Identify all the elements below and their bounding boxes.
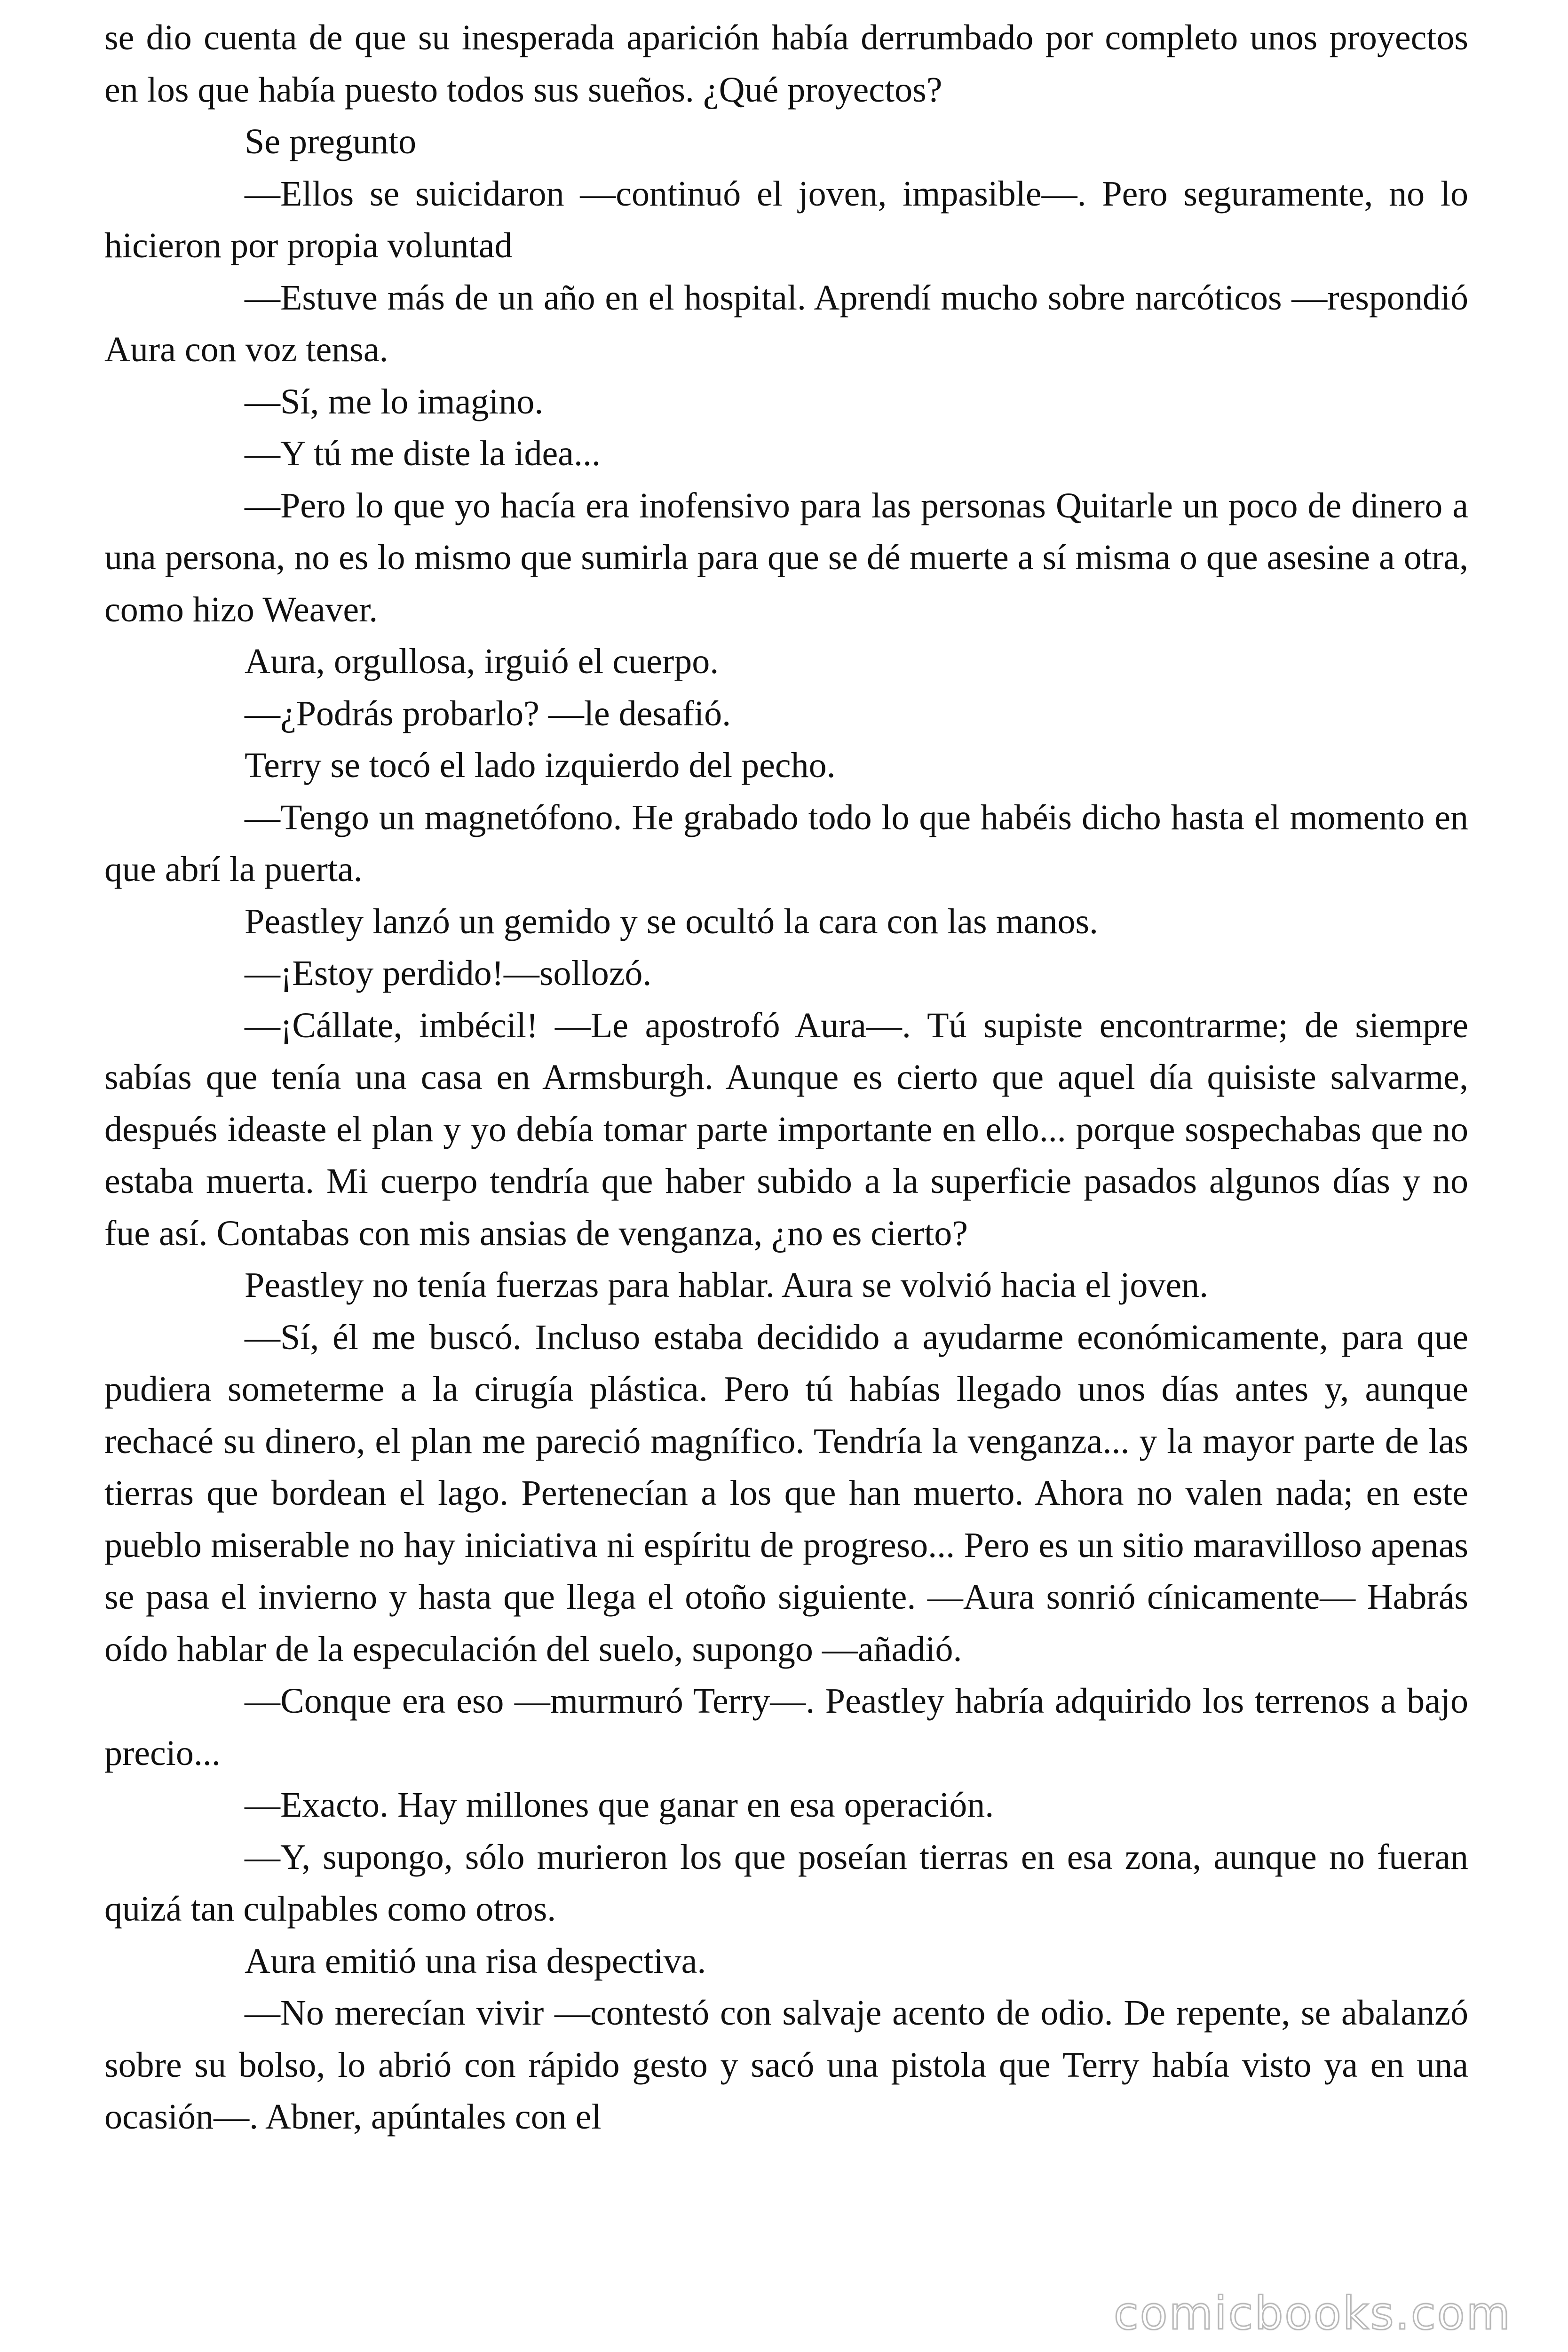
paragraph: —Sí, me lo imagino. [245,381,544,421]
paragraph: —Tengo un magnetófono. He grabado todo lo que habéis dicho hasta el momento en que abrí la puerta. [104,797,1468,889]
paragraph: —Y, supongo, sólo murieron los que poseían tierras en esa zona, aunque no fueran quizá tan culpables como otros. [104,1837,1468,1929]
paragraph: —No merecían vivir —contestó con salvaje acento de odio. De repente, se abalanzó sobre su bolso, lo abrió con rápido gesto y sacó una pistola que Terry había visto ya en una ocasión—. Abner, apúntales con el [104,1993,1468,2137]
paragraph: —Ellos se suicidaron —continuó el joven, impasible—. Pero seguramente, no lo hicieron por propia voluntad [104,174,1468,265]
paragraph: Peastley lanzó un gemido y se ocultó la cara con las manos. [245,901,1099,941]
watermark-logo: comicbooks.com [1113,2287,1512,2340]
body-text [104,12,1468,2143]
paragraph: —Exacto. Hay millones que ganar en esa operación. [245,1785,994,1825]
paragraph: Se pregunto [245,122,417,161]
paragraph: Aura, orgullosa, irguió el cuerpo. [245,642,719,681]
paragraph: —Sí, él me buscó. Incluso estaba decidido a ayudarme económicamente, para que pudiera someterme a la cirugía plástica. Pero tú habías llegado unos días antes y, aunque rechacé su dinero, el plan me pareció magnífico. Tendría la venganza... y la mayor parte de las tierras que bordean el lago. Pertenecían a los que han muerto. Ahora no valen nada; en este pueblo miserable no hay iniciativa ni espíritu de progreso... Pero es un sitio maravilloso apenas se pasa el invierno y hasta que llega el otoño siguiente. —Aura sonrió cínicamente— Habrás oído hablar de la especulación del suelo, supongo —añadió. [104,1317,1468,1669]
paragraph: Terry se tocó el lado izquierdo del pecho. [245,746,836,785]
paragraph: —Conque era eso —murmuró Terry—. Peastley habría adquirido los terrenos a bajo precio... [104,1681,1468,1773]
paragraph: Peastley no tenía fuerzas para hablar. Aura se volvió hacia el joven. [245,1265,1209,1305]
paragraph: se dio cuenta de que su inesperada aparición había derrumbado por completo unos proyectos en los que había puesto todos sus sueños. ¿Qué proyectos? [104,18,1468,110]
paragraph: —Y tú me diste la idea... [245,434,601,473]
paragraph: —Pero lo que yo hacía era inofensivo para las personas Quitarle un poco de dinero a una persona, no es lo mismo que sumirla para que se dé muerte a sí misma o que asesine a otra, como hizo Weaver. [104,485,1468,629]
paragraph: —¿Podrás probarlo? —le desafió. [245,693,731,733]
paragraph: —¡Cállate, imbécil! —Le apostrofó Aura—. Tú supiste encontrarme; de siempre sabías que tenía una casa en Armsburgh. Aunque es cierto que aquel día quisiste salvarme, después ideaste el plan y yo debía tomar parte importante en ello... porque sospechabas que no estaba muerta. Mi cuerpo tendría que haber subido a la superficie pasados algunos días y no fue así. Contabas con mis ansias de venganza, ¿no es cierto? [104,1005,1468,1253]
paragraph: —Estuve más de un año en el hospital. Aprendí mucho sobre narcóticos —respondió Aura con voz tensa. [104,278,1468,369]
paragraph: Aura emitió una risa despectiva. [245,1941,706,1981]
paragraph: —¡Estoy perdido!—sollozó. [245,954,652,993]
